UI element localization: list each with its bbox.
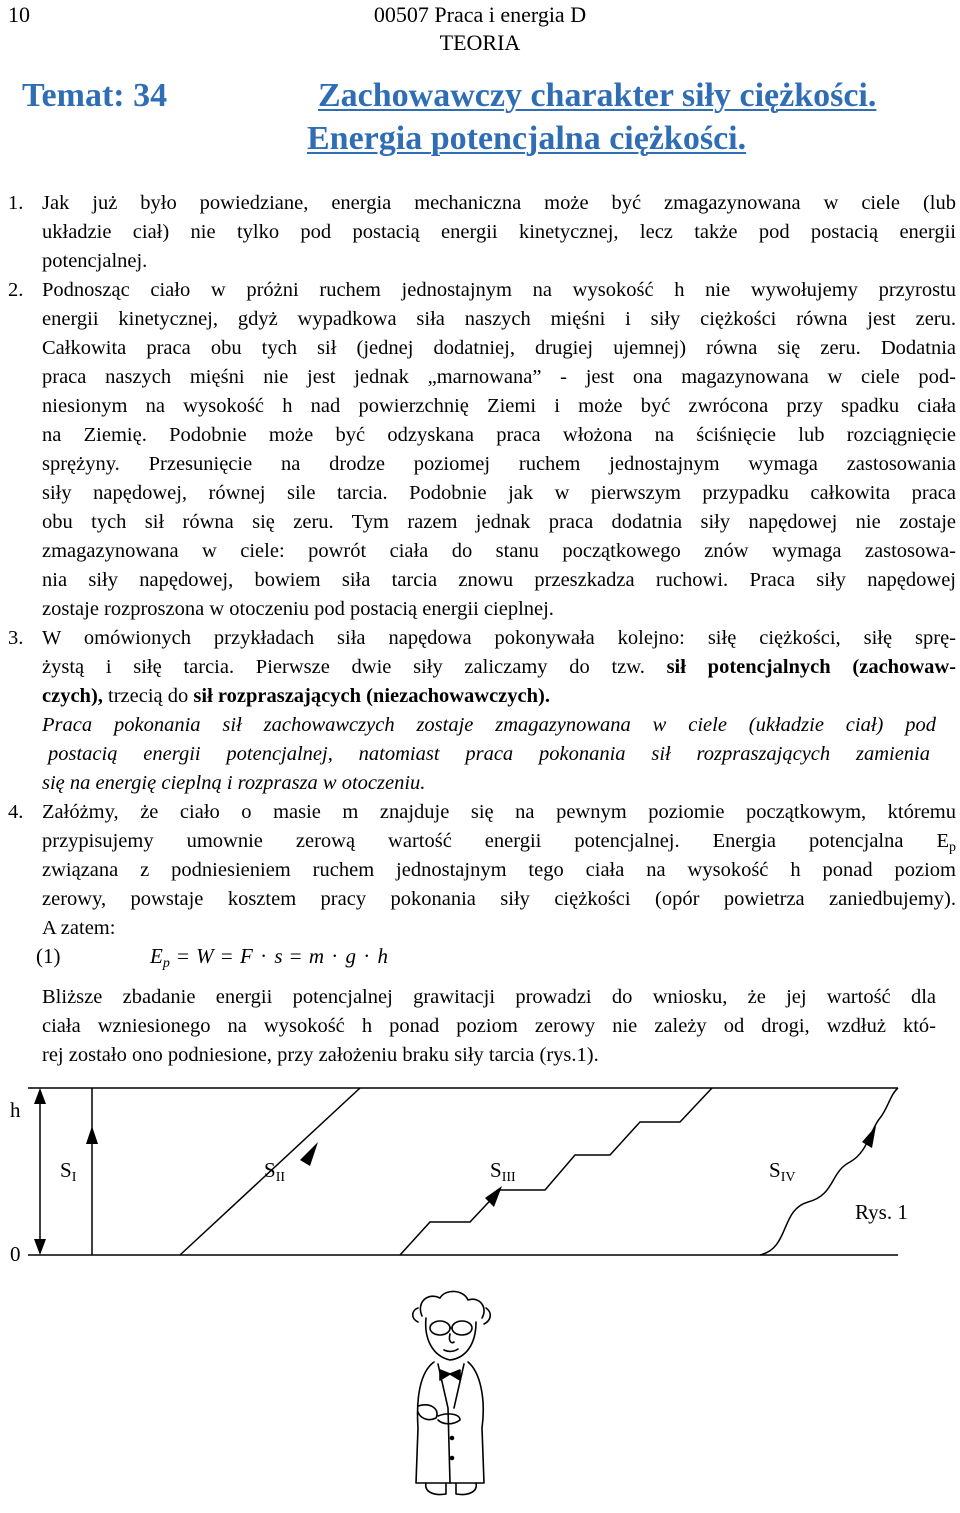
conclusion-line: rej zostało ono podniesione, przy założeniu braku siły tarcia (rys.1). (42, 1044, 599, 1066)
item-1-line: potencjalnej. (42, 250, 148, 272)
item-3-text: żystą i siłę tarcia. Pierwsze dwie siły zaliczamy do tzw. (42, 656, 667, 678)
item-2-line: obu tych sił równa się zeru. Tym razem jednak praca dodatnia siły napędowej nie zostaje (42, 511, 956, 533)
section-label: TEORIA (439, 30, 521, 55)
item-4-number: 4. (8, 801, 24, 823)
path-arrow-icon (86, 1126, 98, 1144)
item-3-bold-term: czych), (42, 685, 103, 707)
item-2-line: nia siły napędowej, bowiem siła tarcia znowu przeszkadza ruchowi. Praca siły napędowej (42, 569, 956, 591)
item-3-line (42, 653, 956, 682)
item-1-line: Jak już było powiedziane, energia mechaniczna może być zmagazynowana w ciele (lub (42, 192, 956, 214)
item-3-line (42, 682, 550, 711)
path-label-s1: $S_I$ (60, 1158, 77, 1185)
axis-label-h: h (10, 1098, 21, 1122)
conclusion-line: ciała wzniesionego na wysokość h ponad poziom zerowy nie zależy od drogi, wzdłuż któ- (42, 1015, 936, 1037)
item-4-line: Załóżmy, że ciało o masie m znajduje się na pewnym poziomie początkowym, któremu (42, 801, 956, 823)
page-number: 10 (8, 2, 30, 27)
item-4-line: związana z podniesieniem ruchem jednostajnym tego ciała na wysokość h ponad poziom (42, 859, 956, 881)
topic-title-line2: Energia potencjalna ciężkości. (307, 120, 747, 157)
item-1-number: 1. (8, 192, 24, 214)
item-2-line: siły napędowej, równej sile tarcia. Podobnie jak w pierwszym przypadku całkowita praca (42, 482, 956, 504)
axis-arrow-down-icon (34, 1239, 46, 1255)
axis-arrow-up-icon (34, 1088, 46, 1104)
item-2-line: energii kinetycznej, gdyż wypadkowa siła naszych mięśni i siły ciężkości równa jest zeru. (42, 308, 956, 330)
item-3-line: W omówionych przykładach siła napędowa pokonywała kolejno: siłę ciężkości, siłę sprę- (42, 627, 956, 649)
path-label-s3: $S_{III}$ (490, 1158, 516, 1185)
path-arrow-icon (862, 1126, 876, 1148)
path-diagram (0, 1080, 960, 1280)
item-2-line: sprężyny. Przesunięcie na drodze poziomej ruchem jednostajnym wymaga zastosowania (42, 453, 956, 475)
topic-title-line1: Zachowawczy charakter siły ciężkości. (318, 77, 877, 114)
item-2-line: niesionym na wysokość h nad powierzchnię Ziemi i może być zwrócona przy spadku ciała (42, 395, 956, 417)
path-label-s4: $S_{IV}$ (769, 1158, 796, 1185)
formula-number: (1) (36, 944, 61, 968)
item-2-line: Całkowita praca obu tych sił (jednej dodatniej, drugiej ujemnej) równa się zeru. Dodatnia (42, 337, 956, 359)
conclusion-line: Bliższe zbadanie energii potencjalnej grawitacji prowadzi do wniosku, że jej wartość dla (42, 986, 936, 1008)
item-3-italic-line: postacią energii potencjalnej, natomiast praca pokonania sił rozpraszających zamienia (48, 743, 930, 765)
item-3-number: 3. (8, 627, 24, 649)
item-4-line: przypisujemy umownie zerową wartość energii potencjalnej. Energia potencjalna $E_p$ (42, 830, 956, 855)
item-2-line: praca naszych mięśni nie jest jednak „marnowana” - jest ona magazynowana w ciele pod- (42, 366, 956, 388)
item-2-line: zostaje rozproszona w otoczeniu pod postacią energii cieplnej. (42, 598, 554, 620)
potential-energy-formula: $E_p = W = F \cdot s = m \cdot g \cdot h$ (150, 944, 389, 971)
path-s3 (400, 1088, 712, 1255)
item-2-number: 2. (8, 279, 24, 301)
item-2-line: zmagazynowana w ciele: powrót ciała do stanu początkowego znów wymaga zastosowa- (42, 540, 956, 562)
item-3-bold-term: sił rozpraszających (niezachowawczych). (193, 685, 550, 707)
path-arrow-icon (300, 1142, 318, 1166)
item-2-line: Podnosząc ciało w próżni ruchem jednostajnym na wysokość h nie wywołujemy przyrostu (42, 279, 956, 301)
item-1-line: układzie ciał) nie tylko pod postacią energii kinetycznej, lecz także pod postacią energii (42, 221, 956, 243)
figure-caption: Rys. 1 (855, 1200, 908, 1224)
path-label-s2: $S_{II}$ (264, 1158, 286, 1185)
professor-illustration (388, 1288, 528, 1503)
item-4-line: A zatem: (42, 917, 116, 939)
topic-label: Temat: 34 (22, 77, 168, 114)
item-2-line: na Ziemię. Podobnie może być odzyskana praca włożona na ściśnięcie lub rozciągnięcie (42, 424, 956, 446)
item-4-line: zerowy, powstaje kosztem pracy pokonania siły ciężkości (opór powietrza zaniedbujemy). (42, 888, 956, 910)
item-3-italic-line: Praca pokonania sił zachowawczych zostaje zmagazynowana w ciele (układzie ciał) pod (42, 714, 936, 736)
document-title: 00507 Praca i energia D (373, 2, 587, 27)
item-3-text: trzecią do (102, 685, 194, 707)
axis-label-zero: 0 (10, 1242, 21, 1266)
item-3-bold-term: sił potencjalnych (zachowaw- (666, 656, 956, 678)
item-3-italic-line: się na energię cieplną i rozprasza w otoczeniu. (42, 772, 426, 794)
